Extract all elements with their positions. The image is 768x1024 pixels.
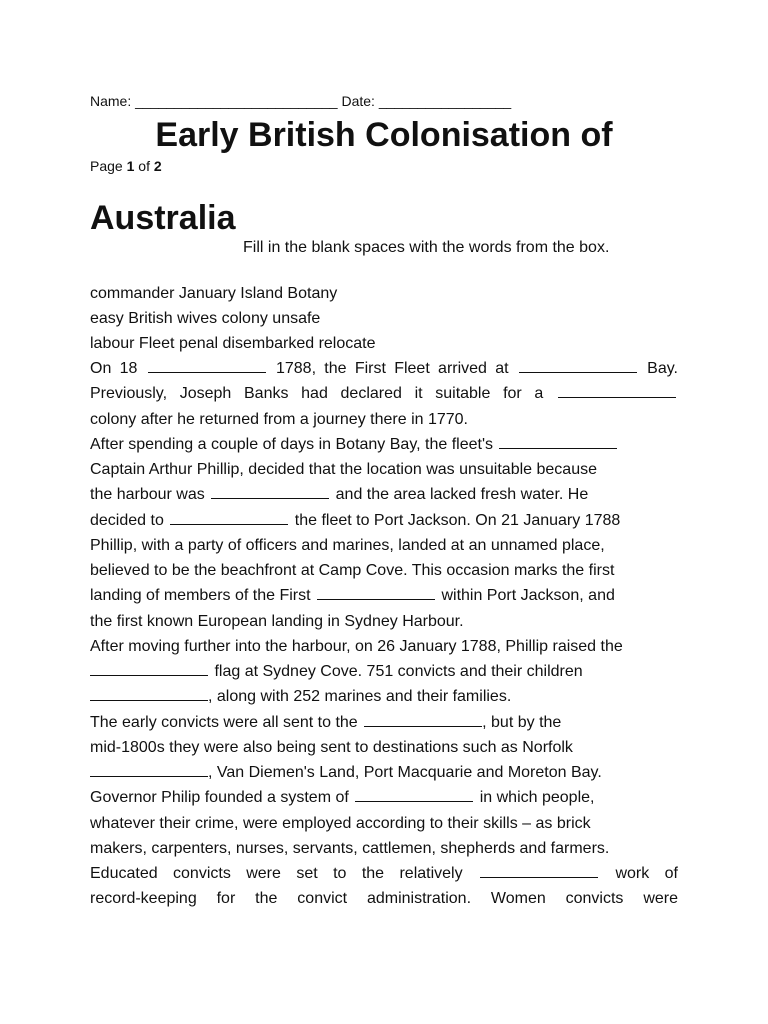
text: in which people, [479, 789, 595, 807]
blank-6[interactable] [170, 523, 288, 525]
blank-11[interactable] [90, 775, 208, 777]
passage-line: colony after he returned from a journey there in 1770. [90, 410, 468, 428]
text: work of [615, 865, 679, 882]
title-line-2: Australia [90, 199, 236, 237]
passage-line: mid-1800s they were also being sent to destinations such as Norfolk [90, 738, 573, 756]
passage-line [90, 710, 678, 735]
passage-line: whatever their crime, were employed according to their skills – as brick [90, 814, 591, 832]
blank-9[interactable] [90, 699, 208, 701]
text: After spending a couple of days in Botany Bay, the fleet's [90, 435, 494, 453]
passage-line [90, 356, 678, 381]
text: flag at Sydney Cove. 751 convicts and their children [214, 663, 583, 680]
passage-line [90, 381, 678, 406]
text: decided to [90, 511, 164, 529]
blank-8[interactable] [90, 674, 208, 676]
blank-7[interactable] [317, 598, 435, 600]
instructions: Fill in the blank spaces with the words from the box. [243, 239, 610, 256]
text: within Port Jackson, and [441, 587, 615, 605]
passage-line: Phillip, with a party of officers and marines, landed at an unnamed place, [90, 536, 605, 554]
passage-line [90, 861, 678, 886]
date-label: Date: [341, 93, 375, 109]
passage-line [90, 659, 678, 684]
blank-10[interactable] [364, 725, 482, 727]
blank-3[interactable] [558, 396, 676, 398]
text: Educated convicts were set to the relatively [90, 865, 463, 882]
name-date-line [90, 93, 511, 109]
text: Governor Philip founded a system of [90, 789, 349, 807]
passage-line [90, 583, 678, 608]
blank-1[interactable] [148, 371, 266, 373]
blank-2[interactable] [519, 371, 637, 373]
passage-line: record-keeping for the convict administration. Women convicts were [90, 890, 678, 908]
text: The early convicts were all sent to the [90, 713, 358, 731]
text: Bay. [647, 360, 678, 377]
text: landing of members of the First [90, 587, 311, 605]
text: the harbour was [90, 486, 205, 504]
passage-line [90, 684, 678, 709]
text: On 18 [90, 360, 138, 377]
passage-line [90, 432, 678, 457]
text: , along with 252 marines and their families. [208, 688, 512, 706]
word-box [90, 281, 376, 356]
blank-13[interactable] [480, 876, 598, 878]
passage-line [90, 482, 678, 507]
text: the fleet to Port Jackson. On 21 January 1788 [294, 511, 621, 529]
page-total: 2 [153, 158, 162, 174]
passage-line: Captain Arthur Phillip, decided that the location was unsuitable because [90, 461, 597, 478]
name-field[interactable]: __________________________ [135, 93, 338, 109]
passage-line: After moving further into the harbour, on 26 January 1788, Phillip raised the [90, 637, 623, 655]
text: Previously, Joseph Banks had declared it suitable for a [90, 385, 544, 403]
passage-line [90, 785, 678, 810]
title-line-1: Early British Colonisation of [155, 116, 613, 154]
passage [90, 356, 678, 912]
word-box-row: labour Fleet penal disembarked relocate [90, 335, 376, 352]
blank-12[interactable] [355, 800, 473, 802]
page-label: Page [90, 158, 123, 174]
text: and the area lacked fresh water. He [335, 486, 589, 504]
passage-line [90, 508, 678, 533]
word-box-row: easy British wives colony unsafe [90, 310, 321, 327]
page-of: of [138, 158, 150, 174]
blank-4[interactable] [499, 447, 617, 449]
word-box-row: commander January Island Botany [90, 285, 338, 302]
passage-line: believed to be the beachfront at Camp Cove. This occasion marks the first [90, 562, 615, 579]
page-indicator [90, 158, 162, 174]
text: 1788, the First Fleet arrived at [275, 360, 509, 377]
text: , Van Diemen's Land, Port Macquarie and Moreton Bay. [208, 764, 602, 781]
passage-line: makers, carpenters, nurses, servants, cattlemen, shepherds and farmers. [90, 839, 610, 857]
passage-line: the first known European landing in Sydney Harbour. [90, 612, 464, 630]
passage-line [90, 760, 678, 785]
text: , but by the [482, 713, 562, 731]
date-field[interactable]: _________________ [378, 93, 512, 109]
name-label: Name: [90, 93, 132, 109]
page-current: 1 [126, 158, 135, 174]
blank-5[interactable] [211, 497, 329, 499]
